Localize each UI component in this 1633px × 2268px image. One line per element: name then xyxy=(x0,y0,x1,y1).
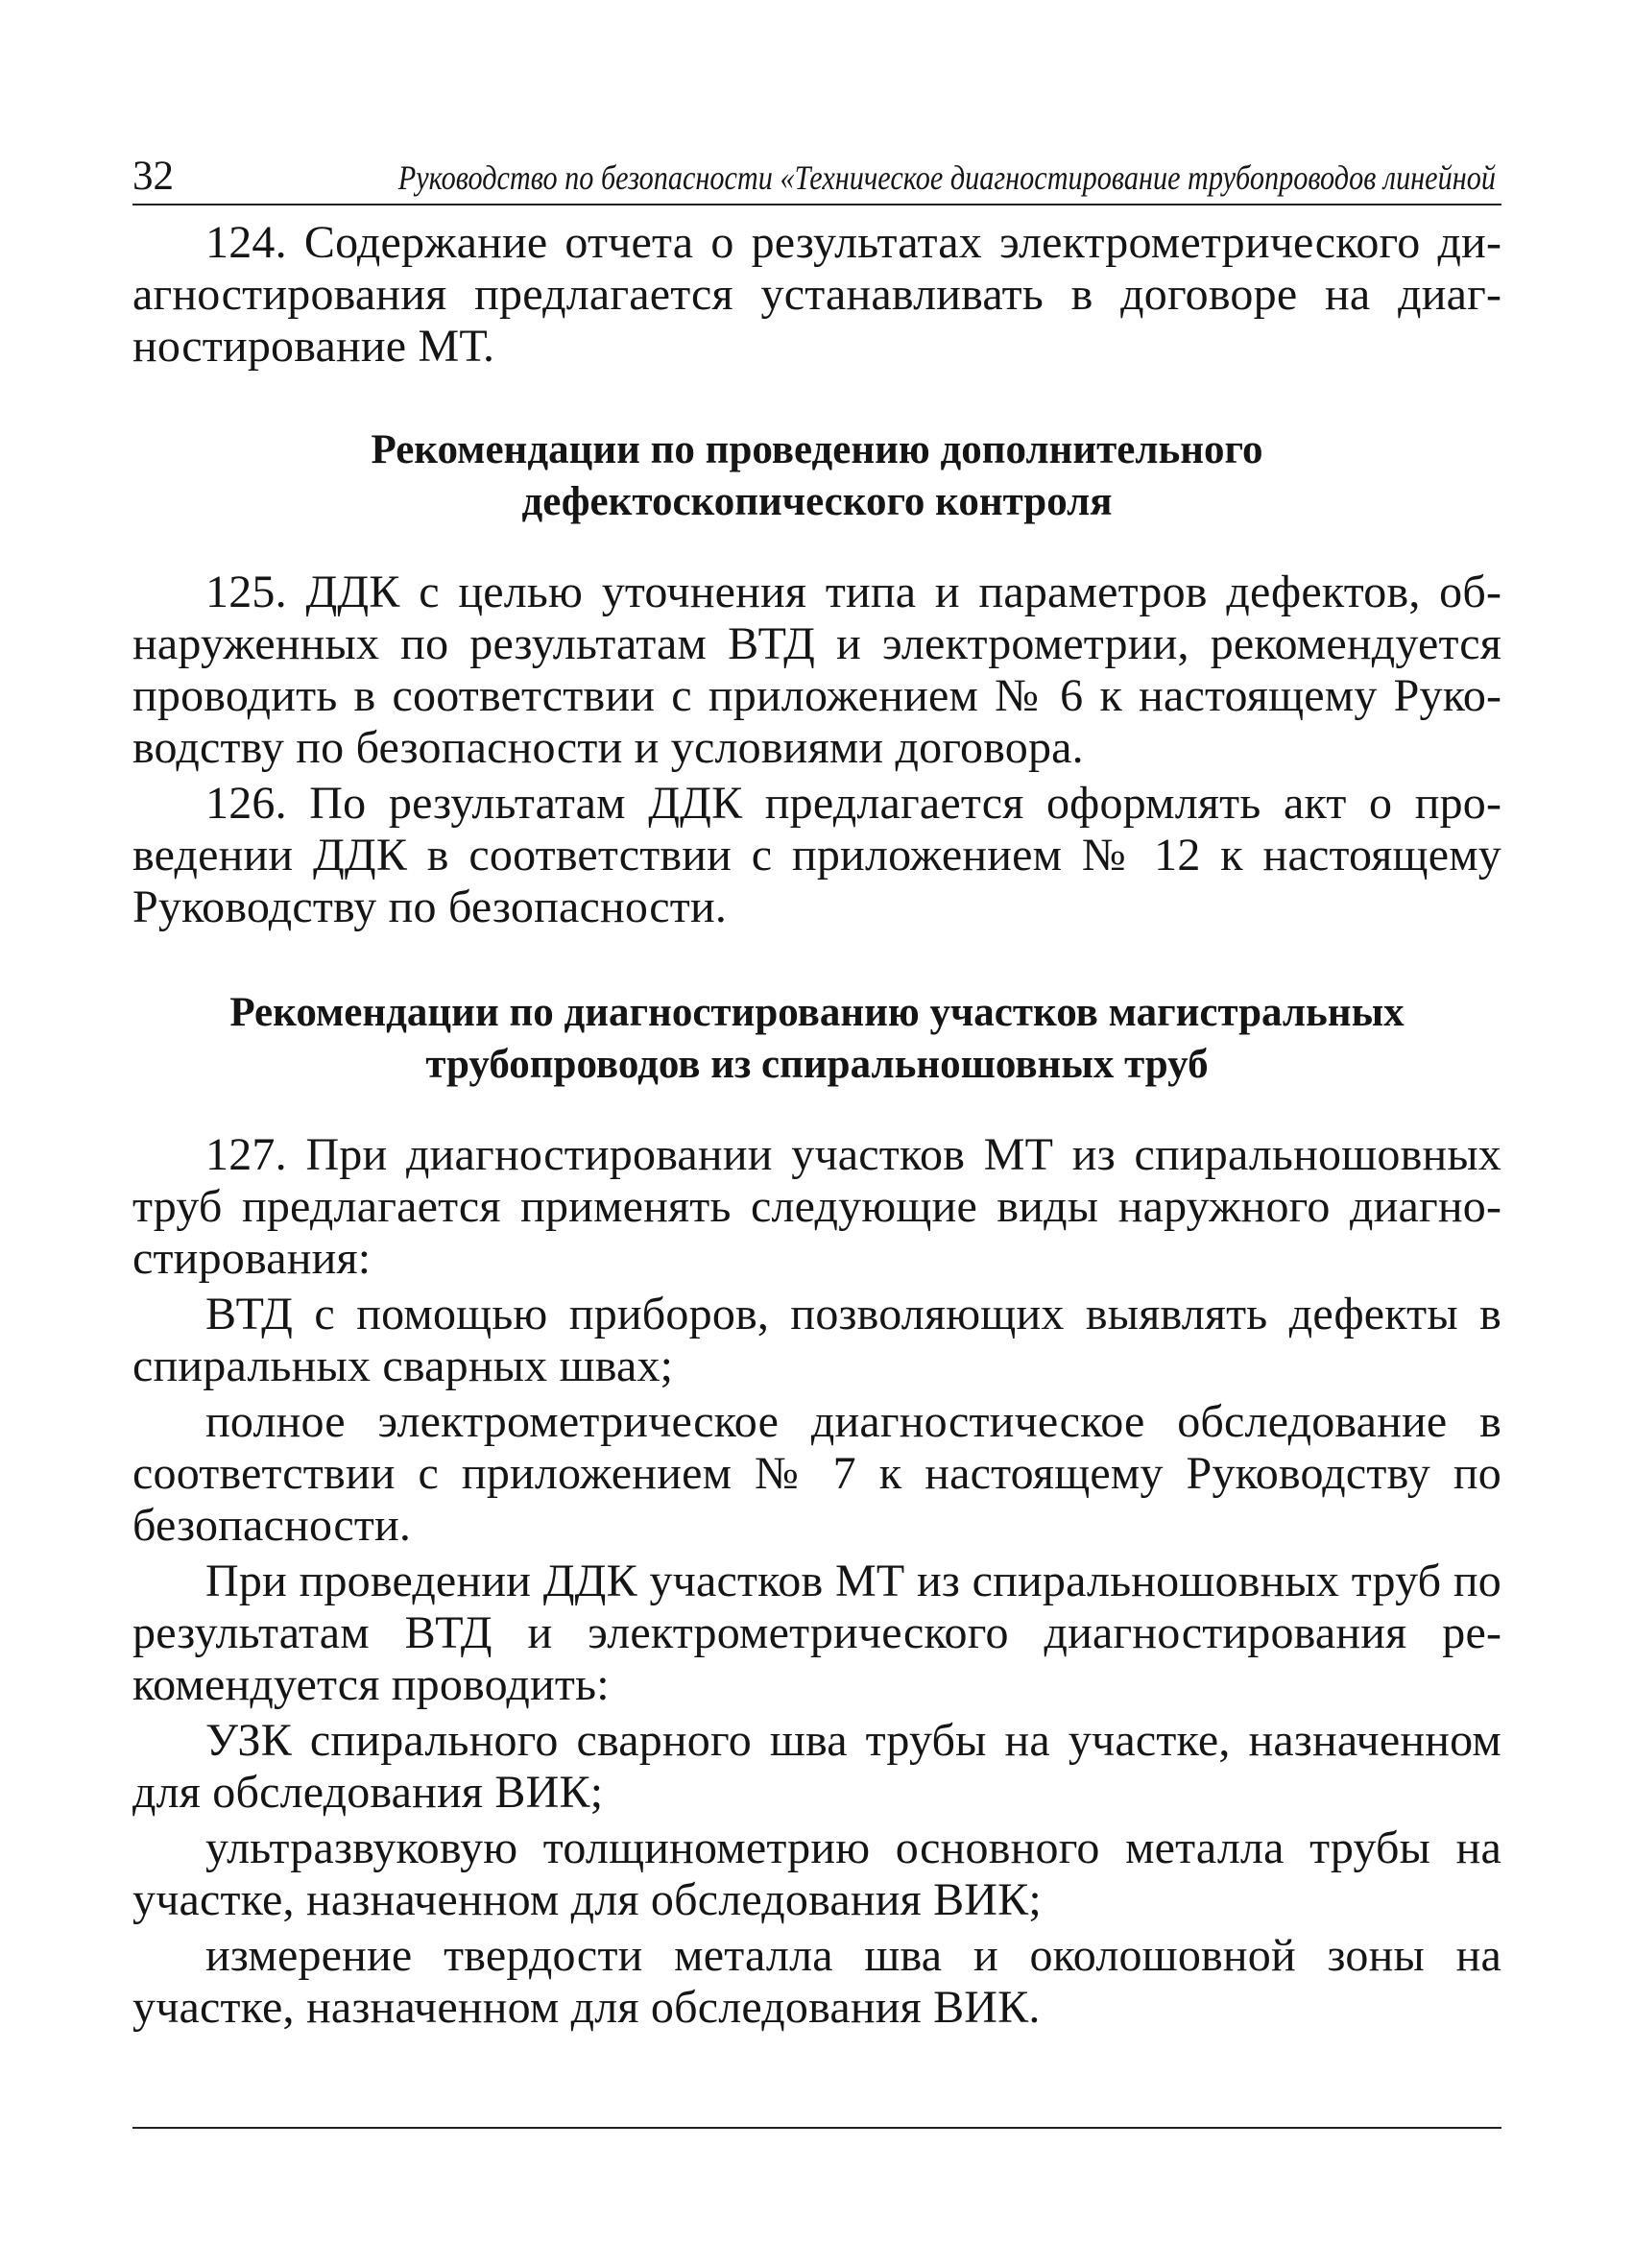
page-number: 32 xyxy=(132,154,174,199)
section-heading-additional-inspection xyxy=(132,424,1501,528)
paragraph-127-item: ультразвуковую толщинометрию основного металла трубы на участке, назначенном для обследования ВИК; xyxy=(132,1822,1501,1925)
paragraph-127-item: УЗК спирального сварного шва трубы на участке, назначенном для обследования ВИК; xyxy=(132,1715,1501,1818)
paragraph-127-item: полное электрометрическое диагностическое обследование в соответствии с приложением № 7 к настоящему Руководству по безопасности. xyxy=(132,1396,1501,1551)
heading-line: Рекомендации по диагностированию участков магистральных xyxy=(229,990,1405,1035)
running-header xyxy=(132,146,1501,205)
heading-line: трубопроводов из спиральношовных труб xyxy=(425,1042,1209,1087)
paragraph-125: 125. ДДК с целью уточнения типа и параметров дефектов, обнаруженных по результатам ВТД и электрометрии, рекомендуется проводить в соответствии с приложением № 6 к настоящему Руководству по безопасности и условиями договора. xyxy=(132,567,1501,773)
paragraph-127: 127. При диагностировании участков МТ из спиральношовных труб предлагается применять следующие виды наружного диагностирования: xyxy=(132,1129,1501,1284)
section-heading-spiral-pipes xyxy=(132,987,1501,1091)
paragraph-126: 126. По результатам ДДК предлагается оформлять акт о проведении ДДК в соответствии с приложением № 12 к настоящему Руководству по безопасности. xyxy=(132,778,1501,932)
paragraph-127-item: измерение твердости металла шва и околошовной зоны на участке, назначенном для обследования ВИК. xyxy=(132,1930,1501,2033)
paragraph-124: 124. Содержание отчета о результатах электрометрического диагностирования предлагается устанавливать в договоре на диагностирование МТ. xyxy=(132,217,1501,372)
heading-line: дефектоскопического контроля xyxy=(521,479,1113,524)
footer-rule xyxy=(132,2127,1501,2129)
heading-line: Рекомендации по проведению дополнительного xyxy=(371,427,1263,472)
document-body xyxy=(132,217,1501,2034)
paragraph-127-item: При проведении ДДК участков МТ из спиральношовных труб по результатам ВТД и электрометрического диагностирования рекомендуется проводить: xyxy=(132,1556,1501,1710)
running-title: Руководство по безопасности «Техническое диагностирование трубопроводов линейной xyxy=(397,158,1496,197)
paragraph-127-item: ВТД с помощью приборов, позволяющих выявлять дефекты в спиральных сварных швах; xyxy=(132,1289,1501,1391)
